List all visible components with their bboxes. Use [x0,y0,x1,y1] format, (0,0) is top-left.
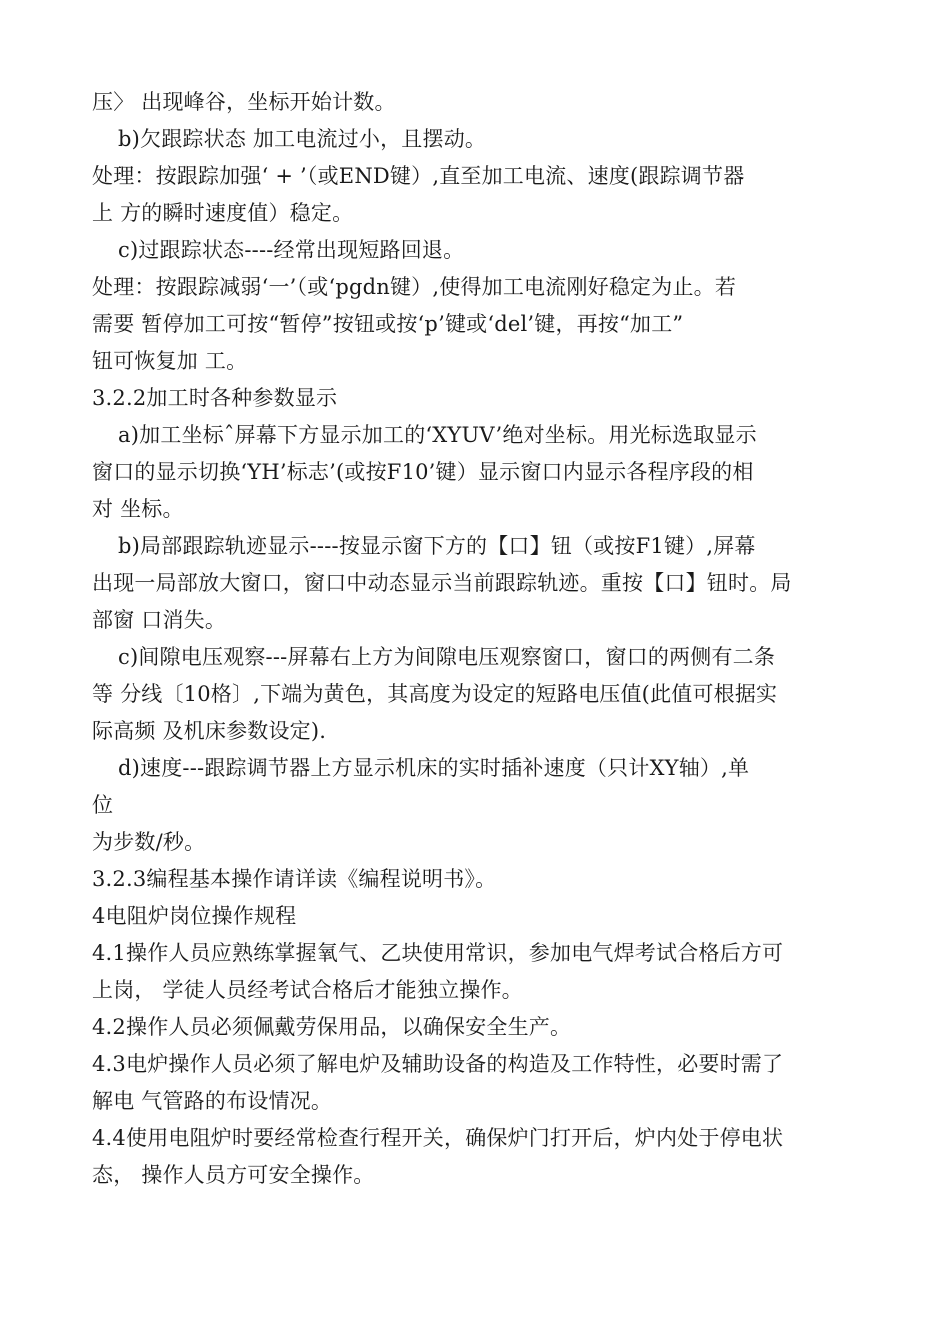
text-line: 4.2操作人员必须佩戴劳保用品，以确保安全生产。 [92,1015,572,1039]
chapter-heading: 4电阻炉岗位操作规程 [92,904,297,928]
text-line: 对 坐标。 [92,497,184,521]
text-line: 钮可恢复加 工。 [92,349,248,373]
text-line: c)间隙电压观察---屏幕右上方为间隙电压观察窗口，窗口的两侧有二条 [118,645,776,669]
text-line: 处理：按跟踪加强‘ + ’（或END键）,直至加工电流、速度(跟踪调节器 [92,164,745,188]
text-line: 窗口的显示切换‘YH’标志’(或按F10’键）显示窗口内显示各程序段的相 [92,460,754,484]
text-line: 为步数/秒。 [92,830,206,854]
section-heading: 3.2.2加工时各种参数显示 [92,386,338,410]
text-line: 上岗， 学徒人员经考试合格后才能独立操作。 [92,978,523,1002]
text-line: 压〉 出现峰谷，坐标开始计数。 [92,90,396,114]
text-line: 需要 暂停加工可按“暂停”按钮或按‘p’键或‘del’键，再按“加工” [92,312,684,336]
text-line: a)加工坐标ˆ屏幕下方显示加工的‘XYUV’绝对坐标。用光标选取显示 [118,423,757,447]
text-line: 部窗 口消失。 [92,608,227,632]
text-line: 态， 操作人员方可安全操作。 [92,1163,375,1187]
text-line: c)过跟踪状态----经常出现短路回退。 [118,238,465,262]
text-line: 4.1操作人员应熟练掌握氧气、乙块使用常识，参加电气焊考试合格后方可 [92,941,784,965]
text-line: 上 方的瞬时速度值）稳定。 [92,201,354,225]
text-line: 处理：按跟踪减弱‘一’（或‘pgdn键）,使得加工电流刚好稳定为止。若 [92,275,737,299]
text-line: b)欠跟踪状态 加工电流过小，且摆动。 [118,127,487,151]
text-line: 等 分线〔10格〕,下端为黄色，其高度为设定的短路电压值(此值可根据实 [92,682,778,706]
text-line: 位 [92,793,114,817]
text-line: 4.3电炉操作人员必须了解电炉及辅助设备的构造及工作特性，必要时需了 [92,1052,784,1076]
text-line: b)局部跟踪轨迹显示----按显示窗下方的【口】钮（或按F1键）,屏幕 [118,534,756,558]
text-line: 出现一局部放大窗口，窗口中动态显示当前跟踪轨迹。重按【口】钮时。局 [92,571,792,595]
text-line: 解电 气管路的布设情况。 [92,1089,333,1113]
text-line: 4.4使用电阻炉时要经常检查行程开关，确保炉门打开后，炉内处于停电状 [92,1126,784,1150]
section-heading: 3.2.3编程基本操作请详读《编程说明书》。 [92,867,497,891]
text-line: d)速度---跟踪调节器上方显示机床的实时插补速度（只计XY轴）,单 [118,756,750,780]
text-line: 际高频 及机床参数设定). [92,719,327,743]
